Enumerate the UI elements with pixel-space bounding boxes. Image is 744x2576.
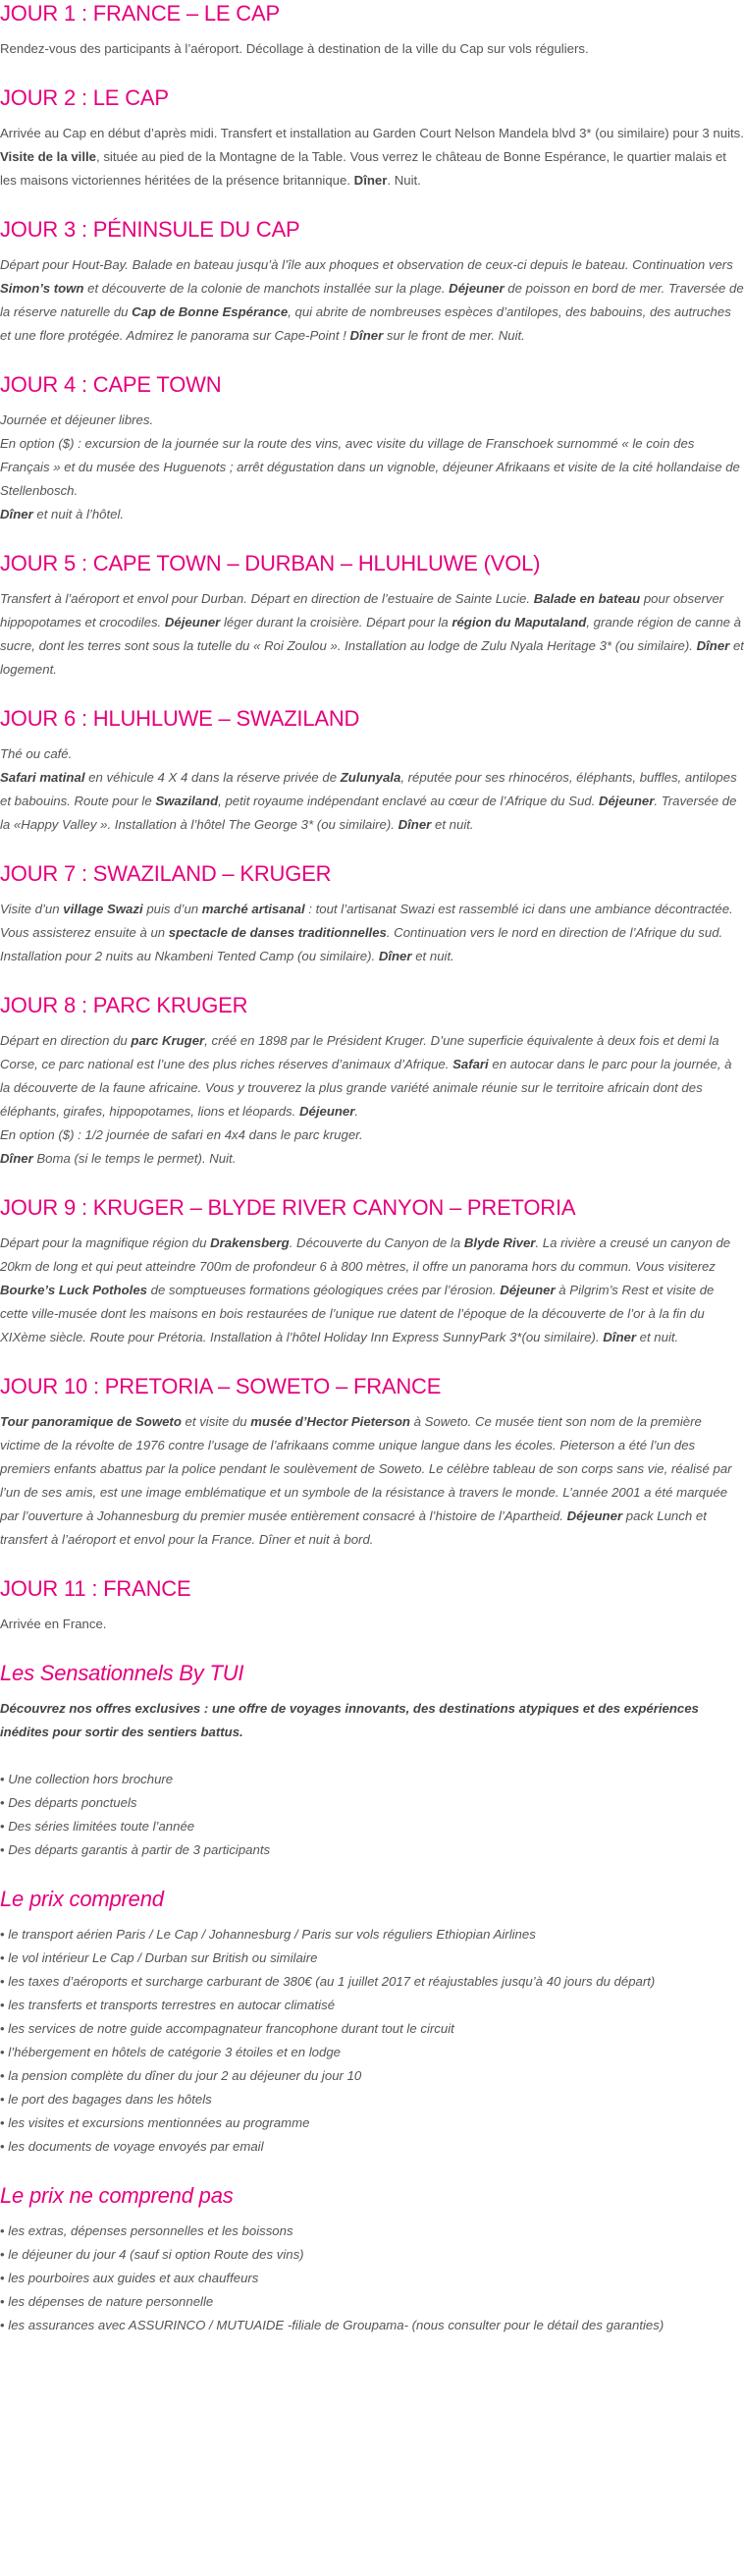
text-segment: : tout l’artisanat Swazi est rassemblé ici dans une ambiance décontractée. Vous assisterez ensuite à un xyxy=(0,902,733,940)
bold-text: Tour panoramique de Soweto xyxy=(0,1414,182,1429)
text-segment: , située au pied de la Montagne de la Table. Vous verrez le château de Bonne Espérance, le quartier malais et les maisons victoriennes héritées de la présence britannique. xyxy=(0,149,726,188)
day-title: JOUR 9 : KRUGER – BLYDE RIVER CANYON – PRETORIA xyxy=(0,1195,576,1220)
day-paragraph xyxy=(0,37,744,61)
day-block xyxy=(0,84,744,192)
day-block xyxy=(0,1373,744,1552)
text-segment: . xyxy=(354,1104,359,1119)
day-title: JOUR 4 : CAPE TOWN xyxy=(0,372,222,397)
day-paragraph xyxy=(0,503,744,526)
text-segment: Transfert à l’aéroport et envol pour Durban. Départ en direction de l’estuaire de Sainte Lucie. xyxy=(0,591,534,606)
bold-text: Dîner xyxy=(603,1330,636,1344)
list-item: • les pourboires aux guides et aux chauffeurs xyxy=(0,2267,744,2290)
prix-ne-comprend-pas-title: Le prix ne comprend pas xyxy=(0,2183,234,2208)
text-segment: et visite du xyxy=(181,1414,251,1429)
list-item: • les visites et excursions mentionnées au programme xyxy=(0,2111,744,2135)
bold-text: Déjeuner xyxy=(500,1283,556,1297)
bold-text: Dîner xyxy=(696,638,730,653)
bold-text: parc Kruger xyxy=(131,1033,205,1048)
day-paragraph xyxy=(0,1029,744,1124)
day-block xyxy=(0,371,744,526)
text-segment: Visite d’un xyxy=(0,902,64,916)
bold-text: Déjeuner xyxy=(566,1508,623,1523)
text-segment: Départ pour la magnifique région du xyxy=(0,1235,211,1250)
list-item: • l’hébergement en hôtels de catégorie 3 étoiles et en lodge xyxy=(0,2041,744,2064)
text-segment: et nuit. xyxy=(431,817,474,832)
text-segment: de somptueuses formations géologiques crées par l’érosion. xyxy=(147,1283,501,1297)
bold-text: Zulunyala xyxy=(340,770,401,785)
day-block xyxy=(0,0,744,61)
day-block xyxy=(0,216,744,348)
bold-text: musée d’Hector Pieterson xyxy=(250,1414,410,1429)
day-paragraph xyxy=(0,766,744,837)
bold-text: Déjeuner xyxy=(164,615,221,630)
text-segment: , créé en 1898 par le Président Kruger. D’une superficie équivalente à deux fois et demi la Corse, ce parc national est l’une des plus riches réserves d’animaux d’Afrique. xyxy=(0,1033,719,1071)
sensationnels-intro: Découvrez nos offres exclusives : une offre de voyages innovants, des destinations atypiques et des expériences inédites pour sortir des sentiers battus. xyxy=(0,1701,699,1739)
day-paragraph xyxy=(0,1613,744,1636)
list-item: • le vol intérieur Le Cap / Durban sur British ou similaire xyxy=(0,1946,744,1970)
list-item: • Une collection hors brochure xyxy=(0,1768,744,1791)
bold-text: Dîner xyxy=(398,817,432,832)
list-item: • le port des bagages dans les hôtels xyxy=(0,2088,744,2111)
text-segment: . Continuation vers le nord en direction de l’Afrique du sud. Installation pour 2 nuits au Nkambeni Tented Camp (ou similaire). xyxy=(0,925,723,963)
text-segment: pour observer hippopotames et crocodiles. xyxy=(0,591,724,630)
list-item: • Des départs ponctuels xyxy=(0,1791,744,1815)
day-title: JOUR 10 : PRETORIA – SOWETO – FRANCE xyxy=(0,1374,442,1398)
text-segment: Boma (si le temps le permet). Nuit. xyxy=(32,1151,237,1166)
text-segment: Arrivée en France. xyxy=(0,1617,107,1631)
day-paragraph xyxy=(0,253,744,348)
text-segment: Arrivée au Cap en début d’après midi. Transfert et installation au Garden Court Nelson Mandela blvd 3* (ou similaire) pour 3 nuits. xyxy=(0,126,744,140)
sensationnels-section xyxy=(0,1660,744,1862)
text-segment: . Traversée de la «Happy Valley ». Installation à l’hôtel The George 3* (ou similaire). xyxy=(0,794,737,832)
text-segment: et nuit à l’hôtel. xyxy=(32,507,125,521)
list-item: • le transport aérien Paris / Le Cap / Johannesburg / Paris sur vols réguliers Ethiopian Airlines xyxy=(0,1923,744,1946)
text-segment: , qui abrite de nombreuses espèces d’antilopes, des babouins, des autruches et une flore protégée. Admirez le panorama sur Cape-Point ! xyxy=(0,304,731,343)
day-block xyxy=(0,860,744,968)
bold-text: Simon’s town xyxy=(0,281,84,296)
bold-text: Déjeuner xyxy=(598,794,655,808)
day-title: JOUR 2 : LE CAP xyxy=(0,85,169,110)
text-segment: en véhicule 4 X 4 dans la réserve privée de xyxy=(84,770,341,785)
bold-text: Déjeuner xyxy=(298,1104,355,1119)
bold-text: marché artisanal xyxy=(201,902,305,916)
bold-text: Blyde River xyxy=(463,1235,536,1250)
bold-text: village Swazi xyxy=(63,902,143,916)
bold-text: Dîner xyxy=(353,173,388,188)
bold-text: Visite de la ville xyxy=(0,149,96,164)
day-block xyxy=(0,705,744,837)
day-title: JOUR 5 : CAPE TOWN – DURBAN – HLUHLUWE (VOL) xyxy=(0,551,541,575)
list-item: • les taxes d’aéroports et surcharge carburant de 380€ (au 1 juillet 2017 et réajustables jusqu’à 40 jours du départ) xyxy=(0,1970,744,1994)
text-segment: à Pilgrim’s Rest et visite de cette ville-musée dont les maisons en bois restaurées de l’unique rue datent de l’époque de la découverte de l’or à la fin du XIXème siècle. Route pour Prétoria. Installation à l’hôtel Holiday Inn Express SunnyPark 3*(ou similaire). xyxy=(0,1283,715,1344)
text-segment: . Nuit. xyxy=(387,173,421,188)
text-segment: Thé ou café. xyxy=(0,746,73,761)
day-paragraph xyxy=(0,1410,744,1552)
text-segment: , petit royaume indépendant enclavé au cœur de l’Afrique du Sud. xyxy=(218,794,599,808)
bold-text: Safari matinal xyxy=(0,770,85,785)
sensationnels-title: Les Sensationnels By TUI xyxy=(0,1661,244,1685)
bold-text: Cap de Bonne Espérance xyxy=(132,304,289,319)
bold-text: Safari xyxy=(452,1057,489,1071)
list-item: • les extras, dépenses personnelles et les boissons xyxy=(0,2220,744,2243)
text-segment: Rendez-vous des participants à l’aéroport. Décollage à destination de la ville du Cap sur vols réguliers. xyxy=(0,41,589,56)
text-segment: En option ($) : 1/2 journée de safari en 4x4 dans le parc kruger. xyxy=(0,1127,363,1142)
day-title: JOUR 1 : FRANCE – LE CAP xyxy=(0,1,280,26)
list-item: • le déjeuner du jour 4 (sauf si option Route des vins) xyxy=(0,2243,744,2267)
text-segment: . Découverte du Canyon de la xyxy=(289,1235,464,1250)
day-title: JOUR 3 : PÉNINSULE DU CAP xyxy=(0,217,300,242)
day-title: JOUR 7 : SWAZILAND – KRUGER xyxy=(0,861,332,886)
day-title: JOUR 11 : FRANCE xyxy=(0,1576,191,1601)
text-segment: Journée et déjeuner libres. xyxy=(0,412,154,427)
text-segment: à Soweto. Ce musée tient son nom de la première victime de la révolte de 1976 contre l’usage de l’afrikaans comme unique langue dans les écoles. Pieterson a été l’un des premiers enfants abattus par la police pendant le soulèvement de Soweto. Le célèbre tableau de son corps sans vie, réalisé par l’un de ses amis, est une image emblématique et un symbole de la résistance à travers le monde. L’année 2001 a été marquée par l’ouverture à Johannesburg du premier musée entièrement consacré à l’histoire de l’Apartheid. xyxy=(0,1414,732,1523)
day-block xyxy=(0,550,744,682)
bold-text: Swaziland xyxy=(155,794,219,808)
day-paragraph xyxy=(0,122,744,192)
day-block xyxy=(0,1194,744,1349)
day-block xyxy=(0,992,744,1171)
list-item: • les assurances avec ASSURINCO / MUTUAIDE -filiale de Groupama- (nous consulter pour le détail des garanties) xyxy=(0,2314,744,2337)
list-item: • les documents de voyage envoyés par email xyxy=(0,2135,744,2159)
day-paragraph xyxy=(0,898,744,968)
text-segment: pack Lunch et transfert à l’aéroport et envol pour la France. Dîner et nuit à bord. xyxy=(0,1508,707,1547)
day-paragraph xyxy=(0,409,744,432)
text-segment: . La rivière a creusé un canyon de 20km de long et qui peut atteindre 700m de profondeur 6 à 800 mètres, il offre un panorama hors du commun. Vous visiterez xyxy=(0,1235,731,1274)
day-paragraph xyxy=(0,1124,744,1147)
bold-text: Dîner xyxy=(349,328,384,343)
text-segment: de poisson en bord de mer. Traversée de la réserve naturelle du xyxy=(0,281,744,319)
text-segment: sur le front de mer. Nuit. xyxy=(383,328,525,343)
sensationnels-list xyxy=(0,1768,744,1862)
text-segment: , grande région de canne à sucre, dont les terres sont sous la tutelle du « Roi Zoulou ». Installation au lodge de Zulu Nyala Heritage 3* (ou similaire). xyxy=(0,615,741,653)
text-segment: , réputée pour ses rhinocéros, éléphants, buffles, antilopes et babouins. Route pour le xyxy=(0,770,737,808)
text-segment: puis d’un xyxy=(142,902,202,916)
day-paragraph xyxy=(0,587,744,682)
list-item: • Des départs garantis à partir de 3 participants xyxy=(0,1838,744,1862)
prix-ne-comprend-pas-list xyxy=(0,2220,744,2337)
bold-text: spectacle de danses traditionnelles xyxy=(168,925,387,940)
day-block xyxy=(0,1575,744,1636)
day-title: JOUR 6 : HLUHLUWE – SWAZILAND xyxy=(0,706,360,731)
text-segment: et logement. xyxy=(0,638,744,677)
list-item: • les dépenses de nature personnelle xyxy=(0,2290,744,2314)
text-segment: Départ pour Hout-Bay. Balade en bateau jusqu’à l’île aux phoques et observation de ceux-ci depuis le bateau. Continuation vers xyxy=(0,257,733,272)
list-item: • la pension complète du dîner du jour 2 au déjeuner du jour 10 xyxy=(0,2064,744,2088)
prix-ne-comprend-pas-section xyxy=(0,2182,744,2337)
text-segment: en autocar dans le parc pour la journée, à la découverte de la faune africaine. Vous y trouverez la plus grande variété animale réunie sur le territoire africain dont des éléphants, girafes, hippopotames, lions et léopards. xyxy=(0,1057,732,1119)
bold-text: Dîner xyxy=(0,507,33,521)
list-item: • les transferts et transports terrestres en autocar climatisé xyxy=(0,1994,744,2017)
day-paragraph xyxy=(0,1232,744,1349)
bold-text: région du Maputaland xyxy=(452,615,587,630)
text-segment: et découverte de la colonie de manchots installée sur la plage. xyxy=(83,281,450,296)
prix-comprend-section xyxy=(0,1886,744,2159)
day-paragraph xyxy=(0,432,744,503)
bold-text: Déjeuner xyxy=(449,281,505,296)
text-segment: Départ en direction du xyxy=(0,1033,132,1048)
prix-comprend-list xyxy=(0,1923,744,2159)
prix-comprend-title: Le prix comprend xyxy=(0,1887,164,1911)
bold-text: Balade en bateau xyxy=(533,591,641,606)
day-paragraph xyxy=(0,1147,744,1171)
bold-text: Dîner xyxy=(378,949,412,963)
day-title: JOUR 8 : PARC KRUGER xyxy=(0,993,248,1017)
day-paragraph xyxy=(0,742,744,766)
bold-text: Drakensberg xyxy=(210,1235,290,1250)
text-segment: léger durant la croisière. Départ pour la xyxy=(220,615,452,630)
list-item: • les services de notre guide accompagnateur francophone durant tout le circuit xyxy=(0,2017,744,2041)
text-segment: et nuit. xyxy=(411,949,454,963)
bold-text: Dîner xyxy=(0,1151,33,1166)
text-segment: En option ($) : excursion de la journée sur la route des vins, avec visite du village de Franschoek surnommé « le coin des Français » et du musée des Huguenots ; arrêt dégustation dans un vignoble, déjeuner Afrikaans et visite de la cité hollandaise de Stellenbosch. xyxy=(0,436,740,498)
list-item: • Des séries limitées toute l’année xyxy=(0,1815,744,1838)
text-segment: et nuit. xyxy=(635,1330,679,1344)
bold-text: Bourke’s Luck Potholes xyxy=(0,1283,147,1297)
